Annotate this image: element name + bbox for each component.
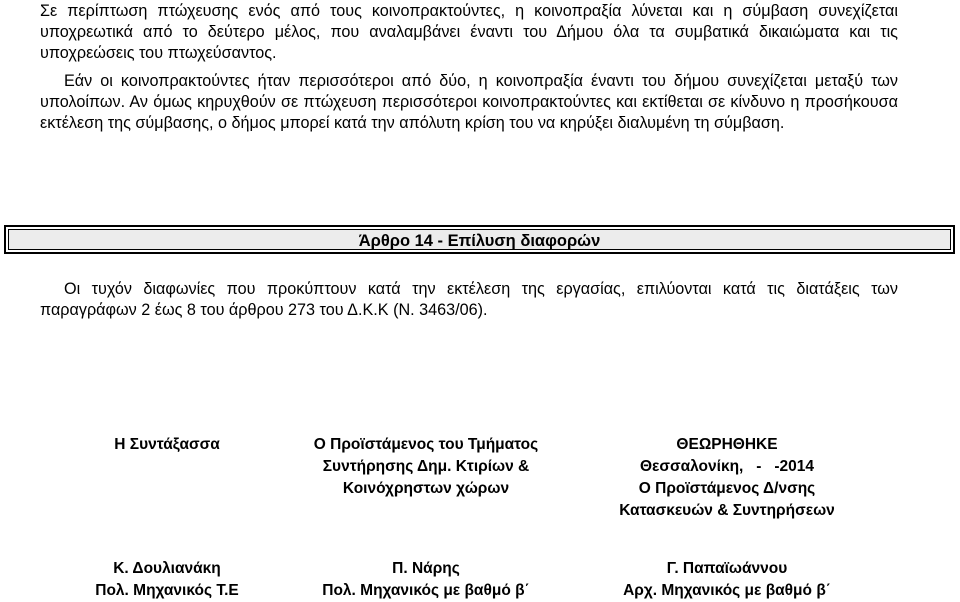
paragraph-multiple-partners: Εάν οι κοινοπρακτούντες ήταν περισσότεροι από δύο, η κοινοπραξία έναντι του δήμου συνεχίζεται μεταξύ των υπολοίπων. Αν όμως κηρυχθούν σε πτώχευση περισσότεροι κοινοπρακτούντες και εκτίθεται σε κίνδυνο η προσήκουσα εκτέλεση της σύμβασης, ο δήμος μπορεί κατά την απόλυτη κρίση του να κηρύξει διαλυμένη τη σύμβαση. [40, 72, 898, 132]
article-heading-box [4, 225, 955, 254]
article-heading: Άρθρο 14 - Επίλυση διαφορών [358, 232, 601, 250]
author-title: Πολ. Μηχανικός Τ.Ε [95, 582, 239, 599]
paragraph-dispute-resolution: Οι τυχόν διαφωνίες που προκύπτουν κατά την εκτέλεση της εργασίας, επιλύονται κατά τις διατάξεις των παραγράφων 2 έως 8 του άρθρου 273 του Δ.Κ.Κ (Ν. 3463/06). [40, 280, 898, 319]
head-name: Π. Νάρης [392, 560, 460, 577]
approval-label: ΘΕΩΡΗΘΗΚΕ [676, 436, 778, 453]
head-role-line2: Συντήρησης Δημ. Κτιρίων & [322, 458, 530, 475]
paragraph-bankruptcy: Σε περίπτωση πτώχευσης ενός από τους κοινοπρακτούντες, η κοινοπραξία λύνεται και η σύμβαση συνεχίζεται υποχρεωτικά από το δεύτερο μέλος, που αναλαμβάνει έναντι του Δήμου όλα τα συμβατικά δικαιώματα και τις υποχρεώσεις του πτωχεύσαντος. [40, 2, 898, 62]
author-name: Κ. Δουλιανάκη [113, 560, 221, 577]
approval-name: Γ. Παπαϊωάννου [666, 560, 788, 577]
author-role: Η Συντάξασσα [114, 436, 220, 453]
head-role-line1: Ο Προϊστάμενος του Τμήματος [313, 436, 539, 453]
signature-approval-block [577, 434, 877, 522]
signature-head-name-block [266, 558, 586, 602]
signature-author-name-block [62, 558, 272, 602]
approval-role-line2: Κατασκευών & Συντηρήσεων [619, 502, 835, 519]
signature-author-role [62, 434, 272, 456]
signature-head-role [266, 434, 586, 500]
signature-approval-name-block [577, 558, 877, 602]
head-title: Πολ. Μηχανικός με βαθμό β΄ [322, 582, 530, 599]
head-role-line3: Κοινόχρηστων χώρων [342, 480, 510, 497]
approval-title: Αρχ. Μηχανικός με βαθμό β΄ [623, 582, 831, 599]
approval-role-line1: Ο Προϊστάμενος Δ/νσης [638, 480, 816, 497]
approval-place-date: Θεσσαλονίκη, - -2014 [639, 458, 815, 475]
